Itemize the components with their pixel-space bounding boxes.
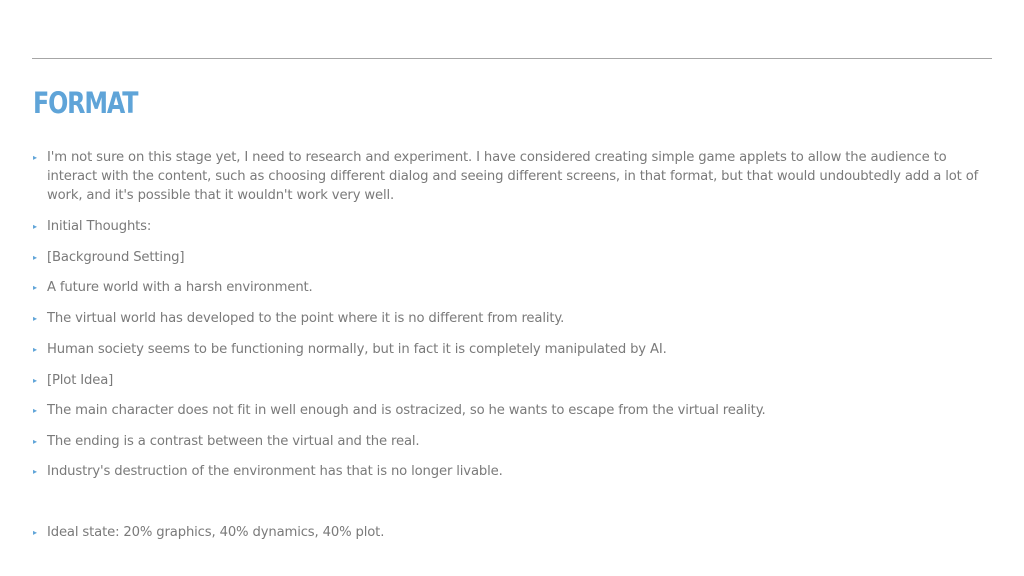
bullet-item (33, 148, 993, 205)
bullet-marker-icon: ▸ (33, 528, 38, 537)
bullet-marker-icon: ▸ (33, 467, 38, 476)
bullet-marker-icon: ▸ (33, 437, 38, 446)
bullet-text: Ideal state: 20% graphics, 40% dynamics, 40% plot. (47, 525, 385, 540)
bullet-text: The ending is a contrast between the virtual and the real. (47, 434, 420, 449)
bullet-text: Industry's destruction of the environment has that is no longer livable. (47, 464, 503, 479)
slide-title: FORMAT (33, 86, 138, 120)
bullet-marker-icon: ▸ (33, 376, 38, 385)
bullet-marker-icon: ▸ (33, 314, 38, 323)
bullet-item (33, 340, 993, 359)
bullet-text: I'm not sure on this stage yet, I need to research and experiment. I have considered creating simple game applets to allow the audience to interact with the content, such as choosing different dialog and seeing different screens, in that format, but that would undoubtedly add a lot of work, and it's possible that it wouldn't work very well. (47, 150, 979, 203)
bullet-item (33, 309, 993, 328)
bullet-item (33, 401, 993, 420)
bullet-marker-icon: ▸ (33, 253, 38, 262)
top-divider (32, 58, 992, 59)
bullet-text: Human society seems to be functioning normally, but in fact it is completely manipulated by AI. (47, 342, 667, 357)
bullet-text: The main character does not fit in well enough and is ostracized, so he wants to escape from the virtual reality. (47, 403, 766, 418)
bullet-text: [Plot Idea] (47, 373, 114, 388)
bullet-marker-icon: ▸ (33, 406, 38, 415)
bullet-text: [Background Setting] (47, 250, 185, 265)
bullet-item (33, 371, 993, 390)
bullet-item (33, 217, 993, 236)
bullet-text: A future world with a harsh environment. (47, 280, 313, 295)
bullet-marker-icon: ▸ (33, 222, 38, 231)
bullet-text: The virtual world has developed to the point where it is no different from reality. (47, 311, 565, 326)
bullet-marker-icon: ▸ (33, 283, 38, 292)
bullet-item (33, 248, 993, 267)
bullet-item (33, 462, 993, 481)
bullet-item (33, 278, 993, 297)
bullet-item (33, 523, 993, 542)
bullet-item (33, 432, 993, 451)
bullet-text: Initial Thoughts: (47, 219, 152, 234)
bullet-marker-icon: ▸ (33, 345, 38, 354)
bullet-marker-icon: ▸ (33, 153, 38, 162)
